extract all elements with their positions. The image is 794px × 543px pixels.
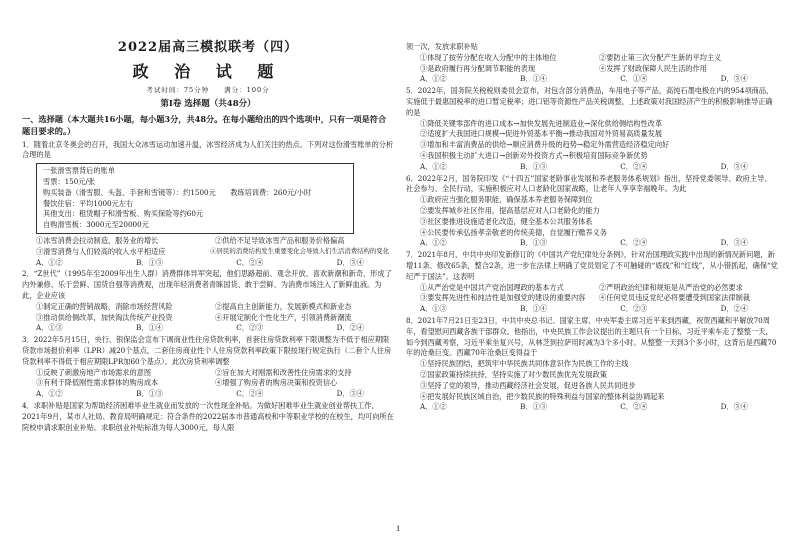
answer-choice[interactable]: B．①③	[136, 389, 163, 399]
q3-options-row	[22, 368, 394, 379]
subject-title: 政 治 试 题	[132, 61, 284, 81]
answer-choice[interactable]: A．①②	[36, 257, 63, 267]
option-text: ②适度扩大我国进口规模→促进外贸基本平衡→推动我国对外贸易高质量发展	[420, 129, 663, 139]
q7-options-row	[406, 293, 778, 304]
option-text: ④开展定制化个性化生产，引领消费新潮流	[215, 312, 352, 322]
option-text: ③坚持了党的领导，推动西藏经济社会发展，促进各族人民共同进步	[420, 380, 636, 390]
answer-choice[interactable]: D．③④	[720, 161, 748, 171]
answer-choice[interactable]: A．①②	[36, 389, 63, 399]
answer-choice[interactable]: B．①③	[520, 161, 547, 171]
answer-choice[interactable]: D．③④	[720, 238, 748, 248]
q7-options-row	[406, 283, 778, 294]
box-line: 其他支出：租赁帽子和滑雪板、购买保险等约60元	[43, 209, 204, 219]
q8-answers	[406, 402, 778, 413]
option-text: ①坚持民族团结，把筑牢中华民族共同体意识作为民族工作的主线	[420, 359, 629, 369]
option-text: ④我国积极主动扩大进口→创新对外投资方式→积极培育国际竞争新优势	[420, 150, 648, 160]
q2-options-row	[22, 302, 394, 313]
answer-choice[interactable]: D．③④	[720, 74, 748, 84]
box-line: 购买装备（滑雪服、头盔、手套和雪镜等）：约1500元 教练培训费：260元/小时	[43, 187, 312, 197]
box-line: 一张滑雪票背后的账单	[43, 166, 115, 176]
option-text: ①降低关键零部件的进口成本→加快发展先进制造业→深化供给侧结构性改革	[420, 118, 663, 128]
answer-choice[interactable]: A．①③	[36, 323, 63, 333]
question-2-stem: 2．“Z世代”（1995年至2009年出生人群）消费群体异军突起，他们思路超前、观念开放、喜欢新潮和新奇，形成了内外兼修、乐于尝鲜、国货自强等消费观，出现年轻消费者青睐国货、敢于尝鲜、为消费市场注入了新鲜血液。为此，企业应该	[22, 269, 392, 300]
answer-choice[interactable]: B．①④	[136, 323, 163, 333]
q4-options-row	[406, 64, 778, 75]
answer-choice[interactable]: C．②④	[236, 389, 264, 399]
option-text: ③是政府履行再分配调节职能的表现	[420, 63, 536, 73]
q2-answers	[22, 323, 394, 334]
option-text: ③增加和丰富消费品的供给→顺应消费升级的趋势→稳定外需营造经济稳定向好	[420, 140, 670, 150]
q1-options-row	[22, 236, 394, 247]
answer-choice[interactable]: A．①②	[420, 238, 447, 248]
answer-choice[interactable]: C．②④	[236, 257, 264, 267]
option-text: ④公民要传承弘扬孝亲敬老的传统美德，自觉履行赡养义务	[420, 227, 607, 237]
exam-title: 2022届高三模拟联考（四）	[117, 40, 299, 55]
q1-options-row	[22, 247, 394, 258]
question-7-stem: 7．2021年8月，中共中央印发新修订的《中国共产党纪律处分条例》，针对治国理政实践中出现的新情况新问题，新增11条、修改65条，整合2条，进一步在法律上明确了党员划定了不可触碰的“底线”和“红线”，从小错抓起，确保“党纪严于国法”。这表明	[406, 250, 778, 281]
answer-choice[interactable]: A．①②	[420, 74, 447, 84]
q3-options-row	[22, 378, 394, 389]
question-4-continuation: 领一次，发放求职补贴	[406, 42, 478, 51]
answer-choice[interactable]: B．①③	[136, 257, 163, 267]
answer-choice[interactable]: C．②④	[620, 238, 648, 248]
answer-choice[interactable]: C．②④	[620, 161, 648, 171]
option-text: ②要发挥城乡社区作用，提高基层应对人口老龄化的能力	[420, 205, 600, 215]
answer-choice[interactable]: C．①④	[620, 74, 648, 84]
right-column	[406, 42, 778, 413]
option-text: ①体现了按劳分配在收入分配中的主体地位	[420, 52, 557, 62]
answer-choice[interactable]: B．①③	[520, 238, 547, 248]
answer-choice[interactable]: A．①②	[420, 402, 447, 412]
option-text: ④把发展好民族区域自治，把少数民族的特殊利益与国家的整体利益协调起来	[420, 391, 665, 401]
option-text: ③推动供给侧改革，加快淘汰传统产业投资	[36, 312, 173, 322]
question-1-stem: 1．随着北京冬奥会的召开，我国大众冰雪运动加速升温，冰雪经济成为人们关注的热点。下列对这份滑雪账单的分析合理的是	[22, 139, 394, 160]
question-5-stem: 5．2022年，国务院关税税则委员会宣布，对包含部分消费品，车用电子等产品，高纯石墨电极在内的954项商品，实施低于最惠国税率的进口暂定税率；进口铝等资源性产品关税调整，上述政策对我国经济产生的积极影响推导正确的是	[406, 86, 774, 117]
box-line: 餐饮住宿：平均1000元左右	[43, 198, 134, 208]
answer-choice[interactable]: A．①③	[420, 304, 447, 314]
option-text: ④居民的消费结构发生重要变化会导致人们生活消费结构的变化	[210, 246, 390, 255]
q5-answers	[406, 162, 778, 173]
q6-answers	[406, 238, 778, 249]
box-line: 雪票：150元/张	[43, 176, 96, 186]
option-text: ③有利于降低刚性需求群体的购房成本	[36, 378, 159, 388]
option-text: ③社区要推进设施适老化改造，健全基本公共服务体系	[420, 216, 593, 226]
answer-choice[interactable]: C．②③	[236, 323, 264, 333]
option-text: ①反映了刺激房地产市场需求的意图	[36, 367, 152, 377]
option-text: ③滑雪消费与人们较高的收入水平相适应	[36, 246, 166, 256]
exam-meta: 考试时间：75分钟 满分：100分	[146, 85, 270, 94]
option-text: ①从严治党是中国共产党治国理政的基本方式	[420, 282, 564, 292]
option-text: ②供给不足导致冰雪产品和服务价格偏高	[215, 235, 345, 245]
option-text: ④增强了购房者的购房决策和投资信心	[215, 378, 338, 388]
question-6-stem: 6．2022年2月，国务院印发《“十四五”国家老龄事业发展和养老服务体系规划》指出，坚持党委领导、政府主导、社会参与、全民行动，实施积极应对人口老龄化国家战略，让老年人享享幸福晚年。为此	[406, 173, 772, 194]
page-number: 1	[396, 525, 401, 533]
answer-choice[interactable]: C．②④	[620, 402, 648, 412]
answer-choice[interactable]: D．②④	[336, 323, 364, 333]
option-text: ②国家政策持续扶持，坚持实施了对少数民族优先发展政策	[420, 369, 607, 379]
answer-choice[interactable]: C．②③	[620, 304, 648, 314]
question-3-stem: 3．2022年5月15日，央行、银保监会宣布下调商业性住房贷款利率，首套住房贷款利率下限调整为不低于相应期限贷款市场报价利率（LPR）减20个基点，二套住房商业性个人住房贷款利率政策下限按现行规定执行（二套个人住房贷款利率不得低于相应期限LPR加60个基点）。此次房贷利率调整	[22, 335, 392, 366]
q3-answers	[22, 389, 394, 400]
option-text: ②严明政治纪律和规矩是从严治党的必然要求	[599, 282, 743, 292]
option-text: ①政府应当强化服务职能，确保基本养老服务保障到位	[420, 195, 593, 205]
q2-options-row	[22, 313, 394, 324]
option-text: ②旨在加大对刚需和改善性住房需求的支持	[215, 367, 352, 377]
question-4-stem: 4．求职补贴是国家为帮助经济困难毕业生就业而发放的一次性现金补贴。为做好困难毕业生就业创业帮扶工作，2021年9月，某市人社局、教育局明确规定：符合条件的2022届本市普通高校和中等职业学校的在校生，均可向所在院校申请求职创业补贴。求职创业补贴标准为每人3000元，每人限	[22, 400, 394, 432]
option-text: ①制定正确的营销战略，消除市场经营风险	[36, 301, 173, 311]
box-line: 自购滑雪板：3000元至20000元	[43, 220, 149, 230]
answer-choice[interactable]: D．③④	[336, 257, 364, 267]
question-8-stem: 8．2021年7月21日至23日，中共中央总书记、国家主席、中央军委主席习近平来到西藏，祝贺西藏和平解放70周年，看望慰问西藏各族干部群众。他指出，中央民族工作会议提出的主题只有一个目标，习近平乘车走了整整一天，如今到西藏考察，习近平乘坐复兴号，从林芝到拉萨用时减为3个多小时。从整整一天到3个多小时，这背后是西藏70年的沧桑巨变。西藏70年沧桑巨变得益于	[406, 315, 777, 358]
q1-answers	[22, 258, 394, 269]
answer-choice[interactable]: B．①③	[520, 402, 547, 412]
q4-options-row	[406, 53, 778, 64]
answer-choice[interactable]: A．①②	[420, 161, 447, 171]
section-instructions: 一、选择题（本大题共16小题，每小题3分，共48分。在每小题给出的四个选项中，只有一项是符合题目要求的。）	[22, 114, 387, 137]
volume-heading: 第Ⅰ卷 选择题（共48分）	[160, 99, 256, 110]
q4-answers	[406, 74, 778, 85]
option-text: ②要防止第三次分配产生新的平均主义	[599, 52, 722, 62]
answer-choice[interactable]: D．②④	[720, 304, 748, 314]
option-text: ①冰雪消费会拉动制造、服务业的增长	[36, 235, 159, 245]
option-text: ③要发挥先进性和纯洁性是加强党的建设的重要内容	[420, 293, 586, 303]
left-column	[22, 30, 394, 433]
answer-choice[interactable]: D．③④	[720, 402, 748, 412]
answer-choice[interactable]: B．①④	[520, 74, 547, 84]
ski-bill-box	[36, 163, 354, 234]
q7-answers	[406, 304, 778, 315]
option-text: ④任何党员违反党纪必将要遭受到国家法律制裁	[599, 293, 750, 303]
option-text: ②提高自主创新能力，发展新模式和新业态	[215, 301, 352, 311]
option-text: ④发挥了财政保障人民生活的作用	[599, 63, 707, 73]
answer-choice[interactable]: D．③④	[336, 389, 364, 399]
answer-choice[interactable]: B．①④	[520, 304, 547, 314]
